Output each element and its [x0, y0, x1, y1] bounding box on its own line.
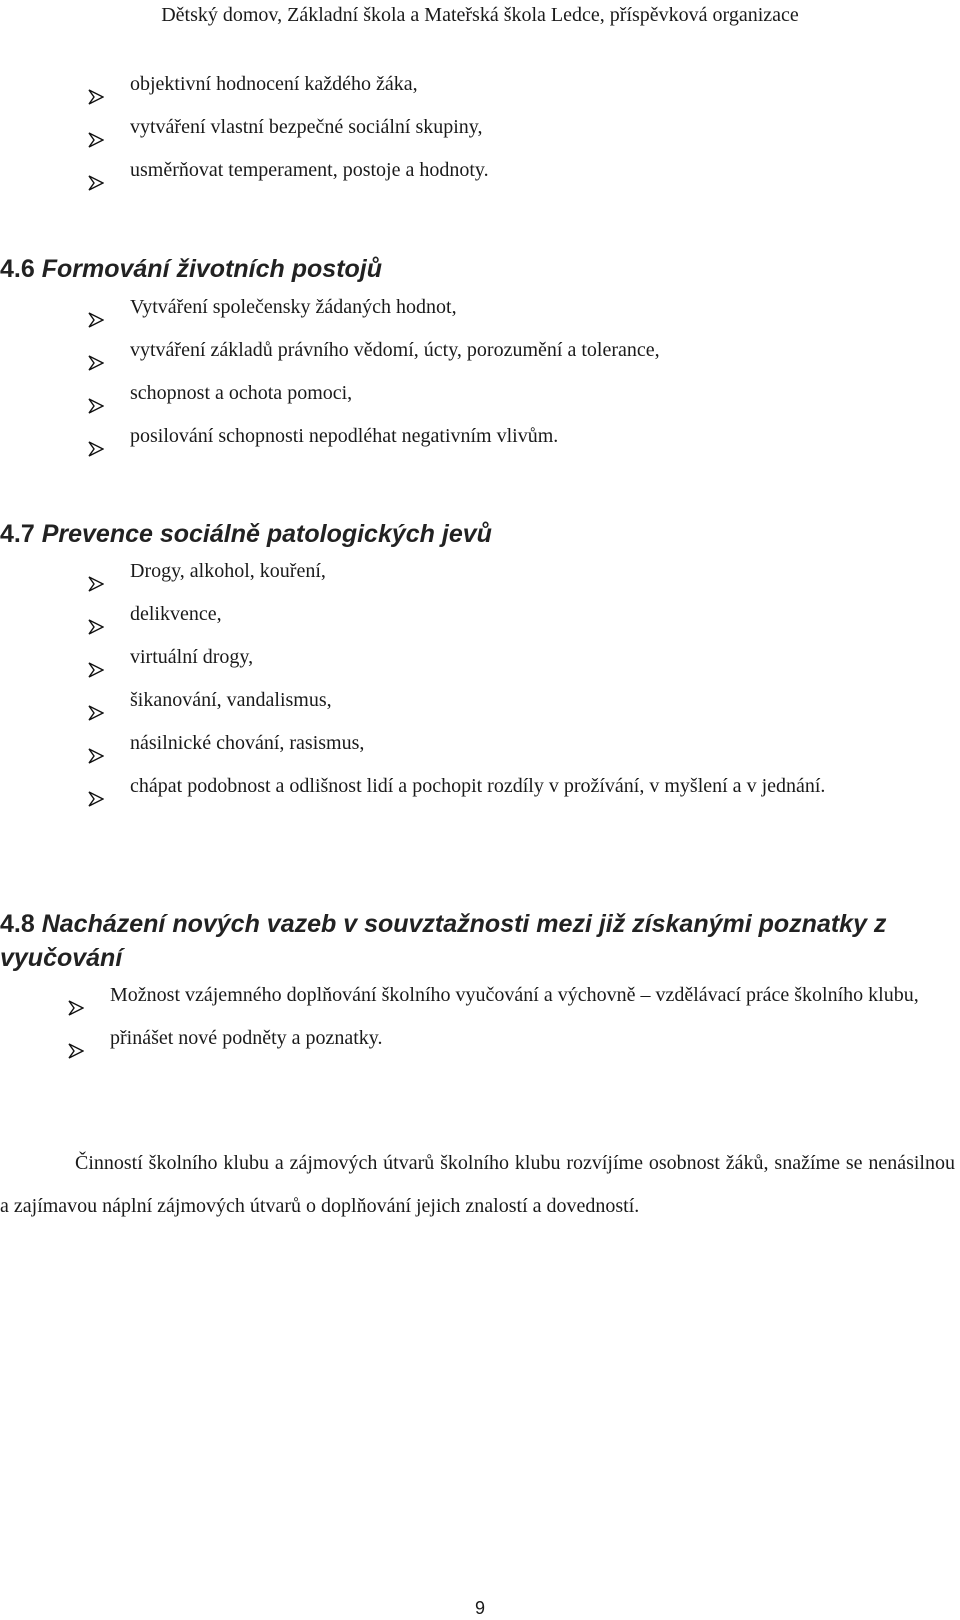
arrow-bullet-icon	[88, 608, 104, 624]
list-item	[88, 372, 948, 415]
list-item-text: šikanování, vandalismus,	[130, 689, 332, 711]
list-item	[88, 550, 953, 593]
section-title: Formování životních postojů	[41, 255, 383, 283]
arrow-bullet-icon	[88, 694, 104, 710]
arrow-bullet-icon	[88, 565, 104, 581]
list-item-text: virtuální drogy,	[130, 646, 254, 668]
list-item-text: Vytváření společensky žádaných hodnot,	[130, 296, 457, 318]
list-item-text: delikvence,	[130, 603, 222, 625]
arrow-bullet-icon	[88, 387, 104, 403]
list-item	[68, 974, 953, 1017]
arrow-bullet-icon	[88, 121, 104, 137]
list-item-text: Drogy, alkohol, kouření,	[130, 560, 326, 582]
list-item	[88, 679, 953, 722]
section-number: 4.8	[0, 910, 35, 938]
list-item	[88, 415, 948, 458]
list-item	[68, 1017, 953, 1060]
list-item-text: přinášet nové podněty a poznatky.	[110, 1027, 383, 1049]
section-number: 4.6	[0, 255, 35, 283]
section-heading-4-7	[0, 517, 955, 551]
list-item-text: chápat podobnost a odlišnost lidí a pochopit rozdíly v prožívání, v myšlení a v jednání.	[130, 775, 826, 797]
list-item	[88, 765, 953, 808]
section-4-6-list	[88, 286, 948, 458]
list-item	[88, 722, 953, 765]
arrow-bullet-icon	[88, 344, 104, 360]
list-item	[88, 636, 953, 679]
list-item-text: usměrňovat temperament, postoje a hodnoty.	[130, 159, 489, 181]
list-item-text: vytváření základů právního vědomí, úcty, porozumění a tolerance,	[130, 339, 660, 361]
arrow-bullet-icon	[88, 301, 104, 317]
list-item	[88, 286, 948, 329]
arrow-bullet-icon	[88, 164, 104, 180]
arrow-bullet-icon	[88, 651, 104, 667]
section-4-8-list	[68, 974, 953, 1060]
arrow-bullet-icon	[88, 78, 104, 94]
section-title: Nacházení nových vazeb v souvztažnosti mezi již získanými poznatky z vyučování	[0, 910, 887, 972]
list-item-text: Možnost vzájemného doplňování školního vyučování a výchovně – vzdělávací práce školního klubu,	[110, 984, 919, 1006]
section-heading-4-8	[0, 907, 900, 975]
section-number: 4.7	[0, 520, 35, 548]
section-title: Prevence sociálně patologických jevů	[41, 520, 492, 548]
list-item	[88, 106, 948, 149]
arrow-bullet-icon	[68, 1032, 84, 1048]
arrow-bullet-icon	[88, 737, 104, 753]
page-number: 9	[474, 1598, 485, 1618]
list-item	[88, 329, 948, 372]
list-item	[88, 593, 953, 636]
list-item-text: posilování schopnosti nepodléhat negativním vlivům.	[130, 425, 559, 447]
closing-paragraph: Činností školního klubu a zájmových útvarů školního klubu rozvíjíme osobnost žáků, snažíme se nenásilnou a zajímavou náplní zájmových útvarů o doplňování jejich znalostí a dovedností.	[0, 1152, 955, 1217]
top-bullet-list	[88, 63, 948, 192]
list-item-text: schopnost a ochota pomoci,	[130, 382, 353, 404]
list-item-text: násilnické chování, rasismus,	[130, 732, 365, 754]
list-item	[88, 63, 948, 106]
arrow-bullet-icon	[68, 989, 84, 1005]
arrow-bullet-icon	[88, 430, 104, 446]
arrow-bullet-icon	[88, 780, 104, 796]
section-heading-4-6	[0, 252, 955, 286]
list-item-text: vytváření vlastní bezpečné sociální skupiny,	[130, 116, 483, 138]
list-item-text: objektivní hodnocení každého žáka,	[130, 73, 418, 95]
section-4-7-list	[88, 550, 953, 808]
list-item	[88, 149, 948, 192]
page-header: Dětský domov, Základní škola a Mateřská škola Ledce, příspěvková organizace	[161, 4, 799, 26]
